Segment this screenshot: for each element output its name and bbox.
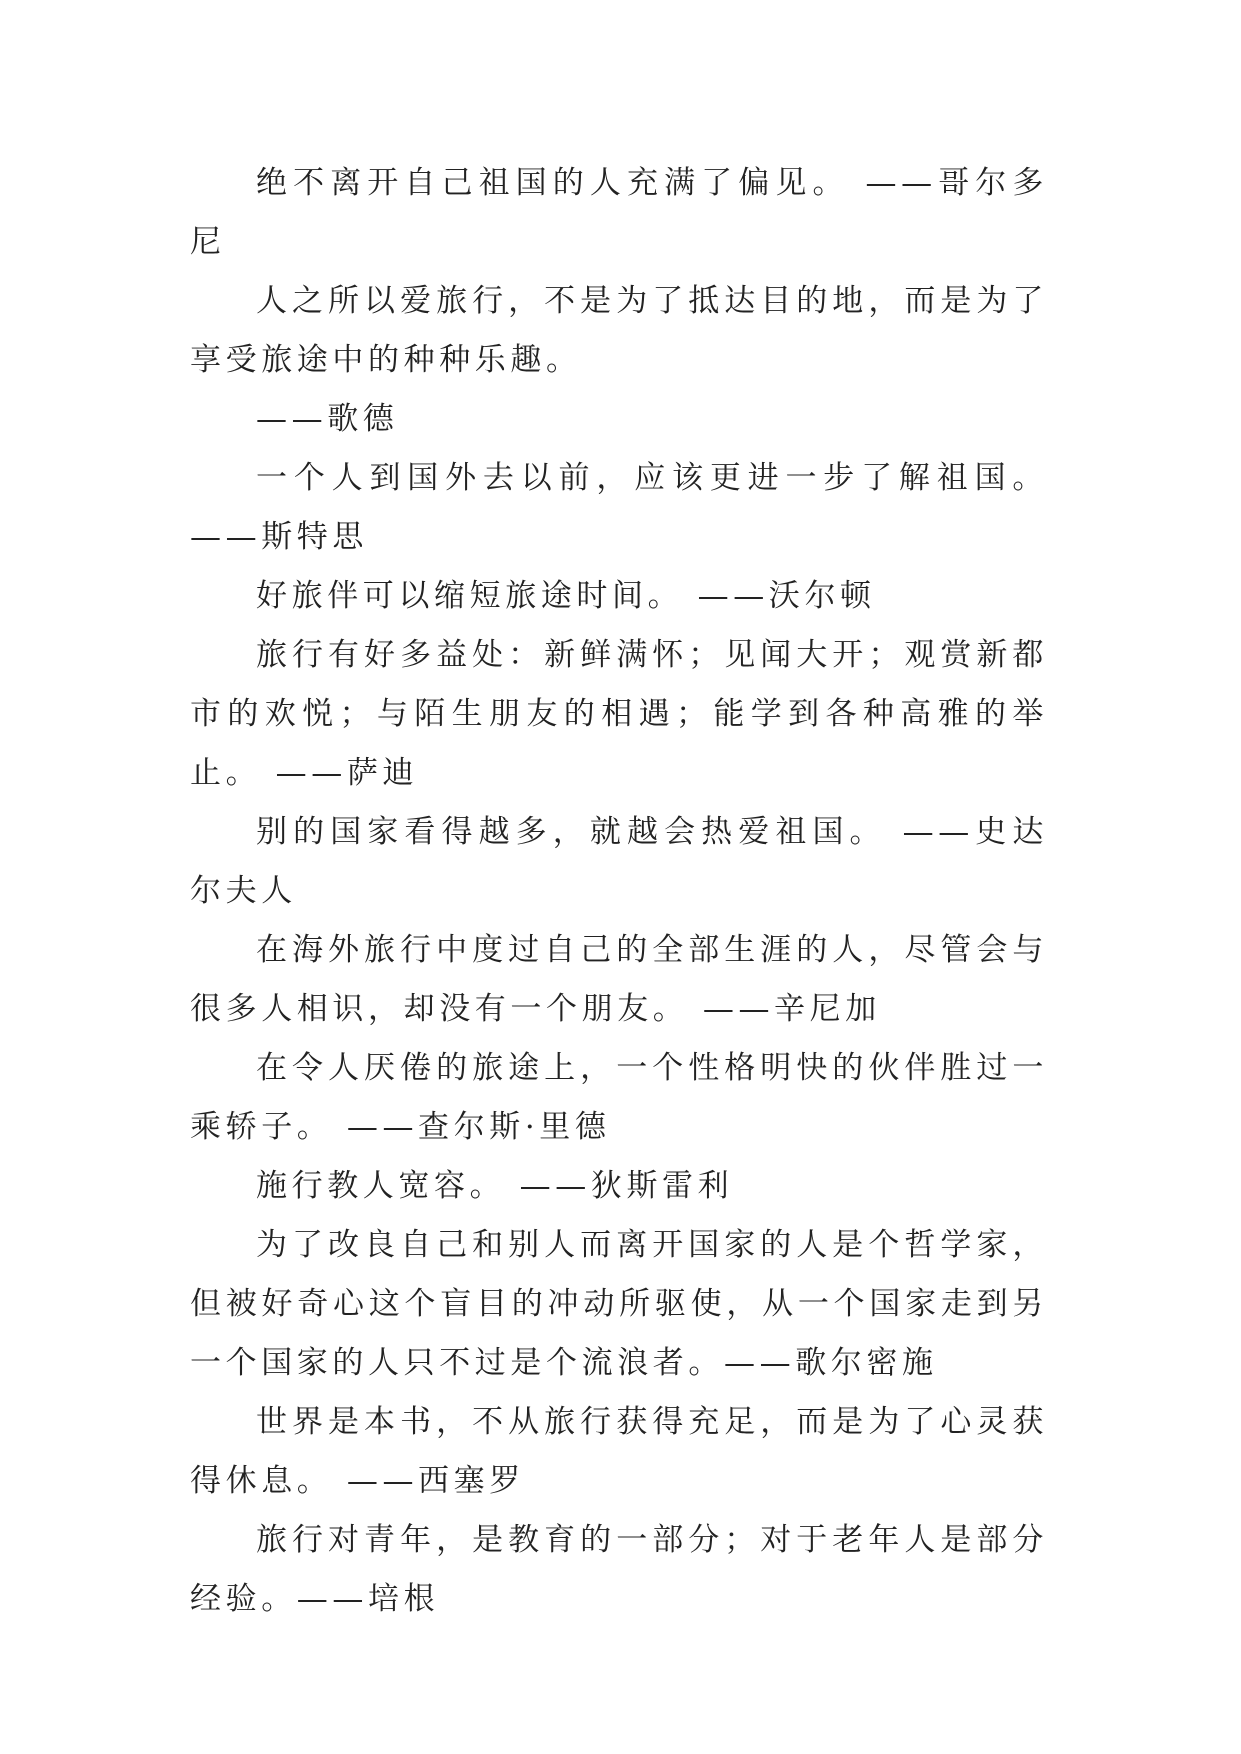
quote-paragraph: 为了改良自己和别人而离开国家的人是个哲学家，但被好奇心这个盲目的冲动所驱使，从一个国家走到另一个国家的人只不过是个流浪者。——歌尔密施 [190,1227,1048,1381]
quote-paragraph: 旅行对青年，是教育的一部分；对于老年人是部分经验。——培根 [190,1522,1048,1617]
quote-paragraph: 施行教人宽容。 ——狄斯雷利 [256,1168,734,1204]
quote-paragraph: 旅行有好多益处：新鲜满怀；见闻大开；观赏新都市的欢悦；与陌生朋友的相遇；能学到各种高雅的举止。 ——萨迪 [190,637,1048,791]
quote-paragraph: 在令人厌倦的旅途上，一个性格明快的伙伴胜过一乘轿子。 ——查尔斯·里德 [190,1050,1048,1145]
quote-paragraph: 好旅伴可以缩短旅途时间。 ——沃尔顿 [256,578,876,614]
quote-paragraph: 世界是本书，不从旅行获得充足，而是为了心灵获得休息。 ——西塞罗 [190,1404,1048,1499]
quote-paragraph: 绝不离开自己祖国的人充满了偏见。 ——哥尔多尼 [190,165,1048,260]
quote-paragraph: 别的国家看得越多，就越会热爱祖国。 ——史达尔夫人 [190,814,1048,909]
quote-attribution: ——歌德 [256,401,399,437]
quote-paragraph: 人之所以爱旅行，不是为了抵达目的地，而是为了享受旅途中的种种乐趣。 [190,283,1048,378]
quote-paragraph: 一个人到国外去以前，应该更进一步了解祖国。 ——斯特思 [190,460,1048,555]
quote-paragraph: 在海外旅行中度过自己的全部生涯的人，尽管会与很多人相识，却没有一个朋友。 ——辛尼加 [190,932,1048,1027]
document-body [190,154,1048,1629]
